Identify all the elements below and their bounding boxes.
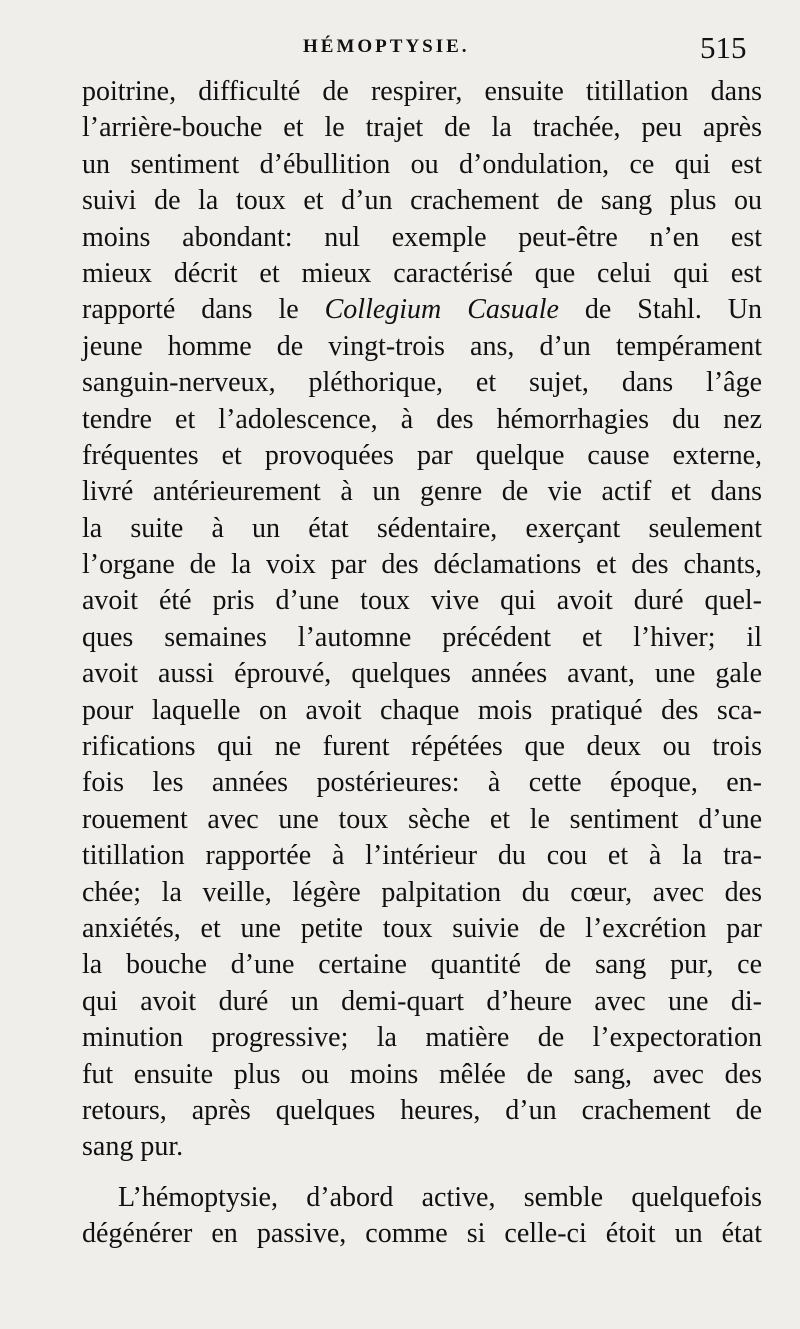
text-line: pour laquelle on avoit chaque mois pratiqué des sca- bbox=[82, 694, 762, 726]
text-line bbox=[82, 292, 762, 328]
text-line: qui avoit duré un demi-quart d’heure avec une di- bbox=[82, 985, 762, 1017]
text-line: dégénérer en passive, comme si celle-ci étoit un état bbox=[82, 1218, 762, 1250]
text-line: mieux décrit et mieux caractérisé que celui qui est bbox=[82, 257, 762, 289]
text-line: avoit été pris d’une toux vive qui avoit duré quel- bbox=[82, 585, 762, 617]
page-number: 515 bbox=[700, 30, 747, 65]
text-line: rifications qui ne furent répétées que deux ou trois bbox=[82, 731, 762, 763]
text-line: sanguin-nerveux, pléthorique, et sujet, dans l’âge bbox=[82, 367, 762, 399]
paragraph-2 bbox=[82, 1180, 762, 1253]
text-line: sang pur. bbox=[82, 1131, 184, 1163]
text-line: titillation rapportée à l’intérieur du cou et à la tra- bbox=[82, 840, 762, 872]
text-line: jeune homme de vingt-trois ans, d’un tempérament bbox=[82, 330, 762, 362]
text-line: ques semaines l’automne précédent et l’hiver; il bbox=[82, 621, 762, 653]
text-line: poitrine, difficulté de respirer, ensuite titillation dans bbox=[82, 76, 762, 107]
text-segment: de Stahl. Un bbox=[558, 294, 762, 326]
book-title-italic: Collegium Casuale bbox=[324, 294, 559, 326]
text-line: L’hémoptysie, d’abord active, semble quelquefois bbox=[118, 1181, 762, 1213]
text-line: fréquentes et provoquées par quelque cause externe, bbox=[82, 439, 762, 471]
text-line: fois les années postérieures: à cette époque, en- bbox=[82, 767, 762, 799]
text-line: chée; la veille, légère palpitation du cœur, avec des bbox=[82, 876, 762, 908]
text-line: anxiétés, et une petite toux suivie de l’excrétion par bbox=[82, 912, 762, 944]
text-line: l’arrière-bouche et le trajet de la trachée, peu après bbox=[82, 112, 762, 144]
text-line: fut ensuite plus ou moins mêlée de sang, avec des bbox=[82, 1058, 762, 1090]
text-line: un sentiment d’ébullition ou d’ondulation, ce qui est bbox=[82, 148, 762, 180]
text-line: minution progressive; la matière de l’expectoration bbox=[82, 1022, 762, 1054]
text-segment: rapporté dans le bbox=[82, 294, 325, 326]
text-line: livré antérieurement à un genre de vie actif et dans bbox=[82, 476, 762, 508]
text-line: la bouche d’une certaine quantité de sang pur, ce bbox=[82, 949, 762, 981]
running-title: HÉMOPTYSIE. bbox=[303, 36, 470, 57]
page-header bbox=[0, 30, 800, 70]
text-line: avoit aussi éprouvé, quelques années avant, une gale bbox=[82, 658, 762, 690]
text-line: tendre et l’adolescence, à des hémorrhagies du nez bbox=[82, 403, 762, 435]
body-text bbox=[82, 74, 762, 1253]
text-line: moins abondant: nul exemple peut-être n’en est bbox=[82, 221, 762, 253]
text-line: l’organe de la voix par des déclamations et des chants, bbox=[82, 549, 762, 581]
text-line: retours, après quelques heures, d’un crachement de bbox=[82, 1094, 762, 1126]
text-line: rouement avec une toux sèche et le sentiment d’une bbox=[82, 803, 762, 835]
text-line: suivi de la toux et d’un crachement de sang plus ou bbox=[82, 185, 762, 217]
text-line: la suite à un état sédentaire, exerçant seulement bbox=[82, 512, 762, 544]
paragraph-1 bbox=[82, 74, 762, 1166]
paragraph-gap bbox=[82, 1166, 762, 1180]
